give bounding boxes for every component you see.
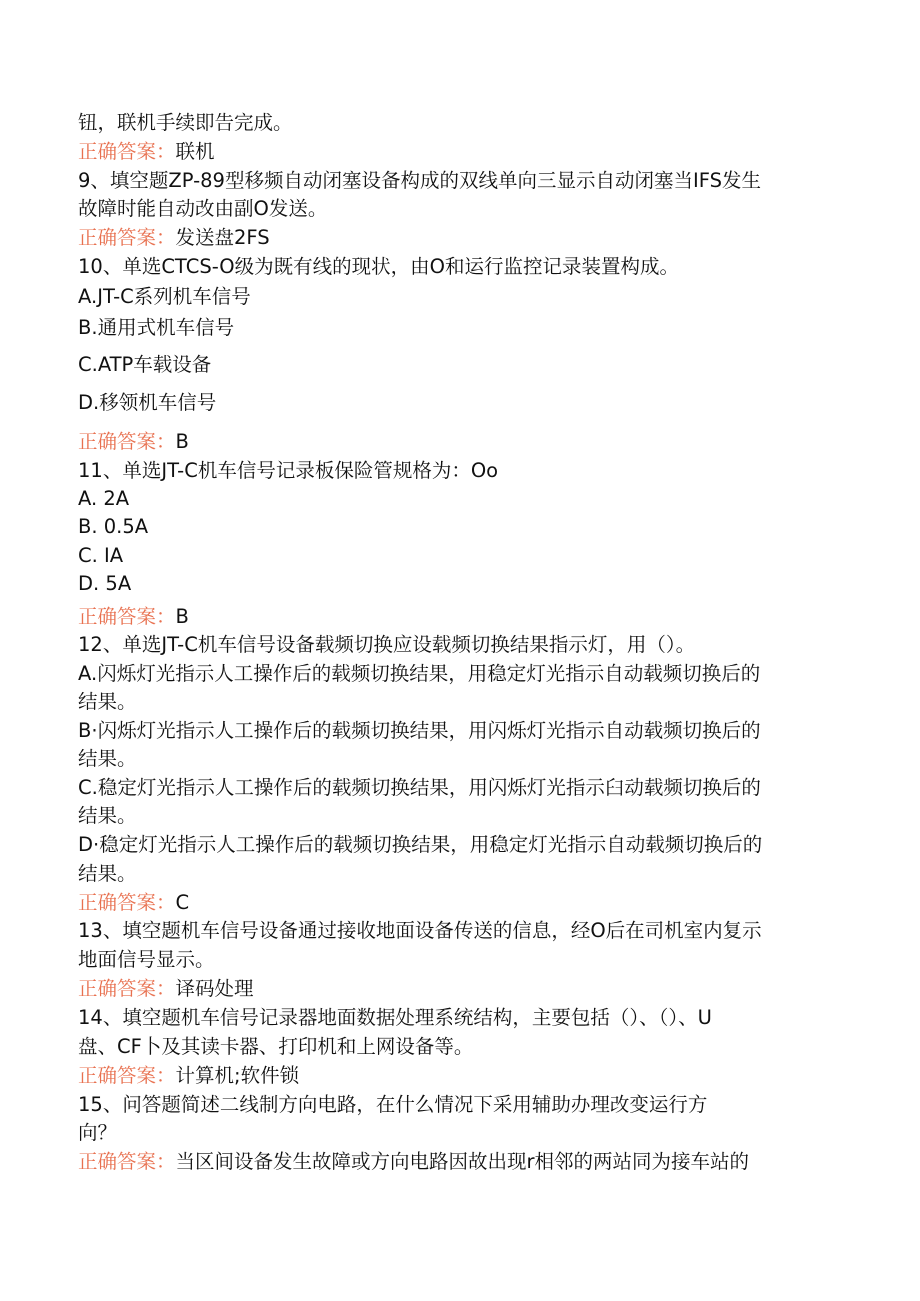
answer-label: 正确答案： bbox=[78, 1150, 176, 1173]
text-line: 结果。 bbox=[78, 747, 137, 770]
answer-value: B bbox=[175, 605, 189, 628]
answer-line bbox=[78, 429, 189, 455]
text-line: 地面信号显示。 bbox=[78, 948, 215, 971]
text-line: 结果。 bbox=[78, 862, 137, 885]
answer-line bbox=[78, 604, 189, 630]
answer-value: B bbox=[175, 430, 189, 453]
option-line: C.ATP车载设备 bbox=[78, 353, 212, 376]
option-line: A.闪烁灯光指示人工操作后的载频切换结果，用稳定灯光指示自动载频切换后的 bbox=[78, 662, 761, 685]
question-line: 13、填空题机车信号设备通过接收地面设备传送的信息，经O后在司机室内复示 bbox=[78, 919, 762, 942]
answer-line bbox=[78, 1149, 749, 1175]
option-line: B. 0.5A bbox=[78, 515, 149, 538]
text-line: 向？ bbox=[78, 1121, 118, 1144]
question-line: 12、单选JT-C机车信号设备载频切换应设载频切换结果指示灯，用（）。 bbox=[78, 633, 696, 656]
question-line: 10、单选CTCS-O级为既有线的现状，由O和运行监控记录装置构成。 bbox=[78, 255, 679, 278]
answer-line bbox=[78, 890, 189, 916]
text-line: 钮，联机手续即告完成。 bbox=[78, 111, 293, 134]
answer-line bbox=[78, 1063, 299, 1089]
question-line: 11、单选JT-C机车信号记录板保险管规格为：Oo bbox=[78, 459, 499, 482]
answer-label: 正确答案： bbox=[78, 430, 176, 453]
answer-label: 正确答案： bbox=[78, 891, 176, 914]
answer-value: 译码处理 bbox=[175, 977, 254, 1000]
question-line: 14、填空题机车信号记录器地面数据处理系统结构，主要包括（）、（）、U bbox=[78, 1006, 712, 1029]
question-line: 9、填空题ZP-89型移频自动闭塞设备构成的双线单向三显示自动闭塞当IFS发生 bbox=[78, 169, 761, 192]
answer-line bbox=[78, 139, 215, 165]
option-line: C. IA bbox=[78, 544, 124, 567]
option-line: C.稳定灯光指示人工操作后的载频切换结果，用闪烁灯光指示臼动载频切换后的 bbox=[78, 776, 761, 799]
option-line: B.通用式机车信号 bbox=[78, 316, 235, 339]
answer-value: C bbox=[175, 891, 190, 914]
answer-label: 正确答案： bbox=[78, 226, 176, 249]
question-line: 15、问答题简述二线制方向电路，在什么情况下采用辅助办理改变运行方 bbox=[78, 1093, 708, 1116]
text-line: 故障时能自动改由副O发送。 bbox=[78, 197, 328, 220]
text-line: 结果。 bbox=[78, 690, 137, 713]
answer-line bbox=[78, 976, 254, 1002]
option-line: D.移领机车信号 bbox=[78, 391, 217, 414]
answer-value: 计算机;软件锁 bbox=[175, 1064, 300, 1087]
option-line: B·闪烁灯光指示人工操作后的载频切换结果，用闪烁灯光指示自动载频切换后的 bbox=[78, 719, 761, 742]
text-line: 结果。 bbox=[78, 804, 137, 827]
answer-value: 当区间设备发生故障或方向电路因故出现r相邻的两站同为接车站的 bbox=[175, 1150, 750, 1173]
answer-line bbox=[78, 225, 270, 251]
option-line: A.JT-C系列机车信号 bbox=[78, 285, 251, 308]
option-line: D·稳定灯光指示人工操作后的载频切换结果，用稳定灯光指示自动载频切换后的 bbox=[78, 833, 763, 856]
answer-label: 正确答案： bbox=[78, 977, 176, 1000]
option-line: D. 5A bbox=[78, 572, 132, 595]
answer-value: 联机 bbox=[175, 140, 215, 163]
answer-label: 正确答案： bbox=[78, 140, 176, 163]
option-line: A. 2A bbox=[78, 487, 130, 510]
text-line: 盘、CF卜及其读卡器、打印机和上网设备等。 bbox=[78, 1035, 474, 1058]
answer-label: 正确答案： bbox=[78, 605, 176, 628]
answer-label: 正确答案： bbox=[78, 1064, 176, 1087]
answer-value: 发送盘2FS bbox=[175, 226, 270, 249]
